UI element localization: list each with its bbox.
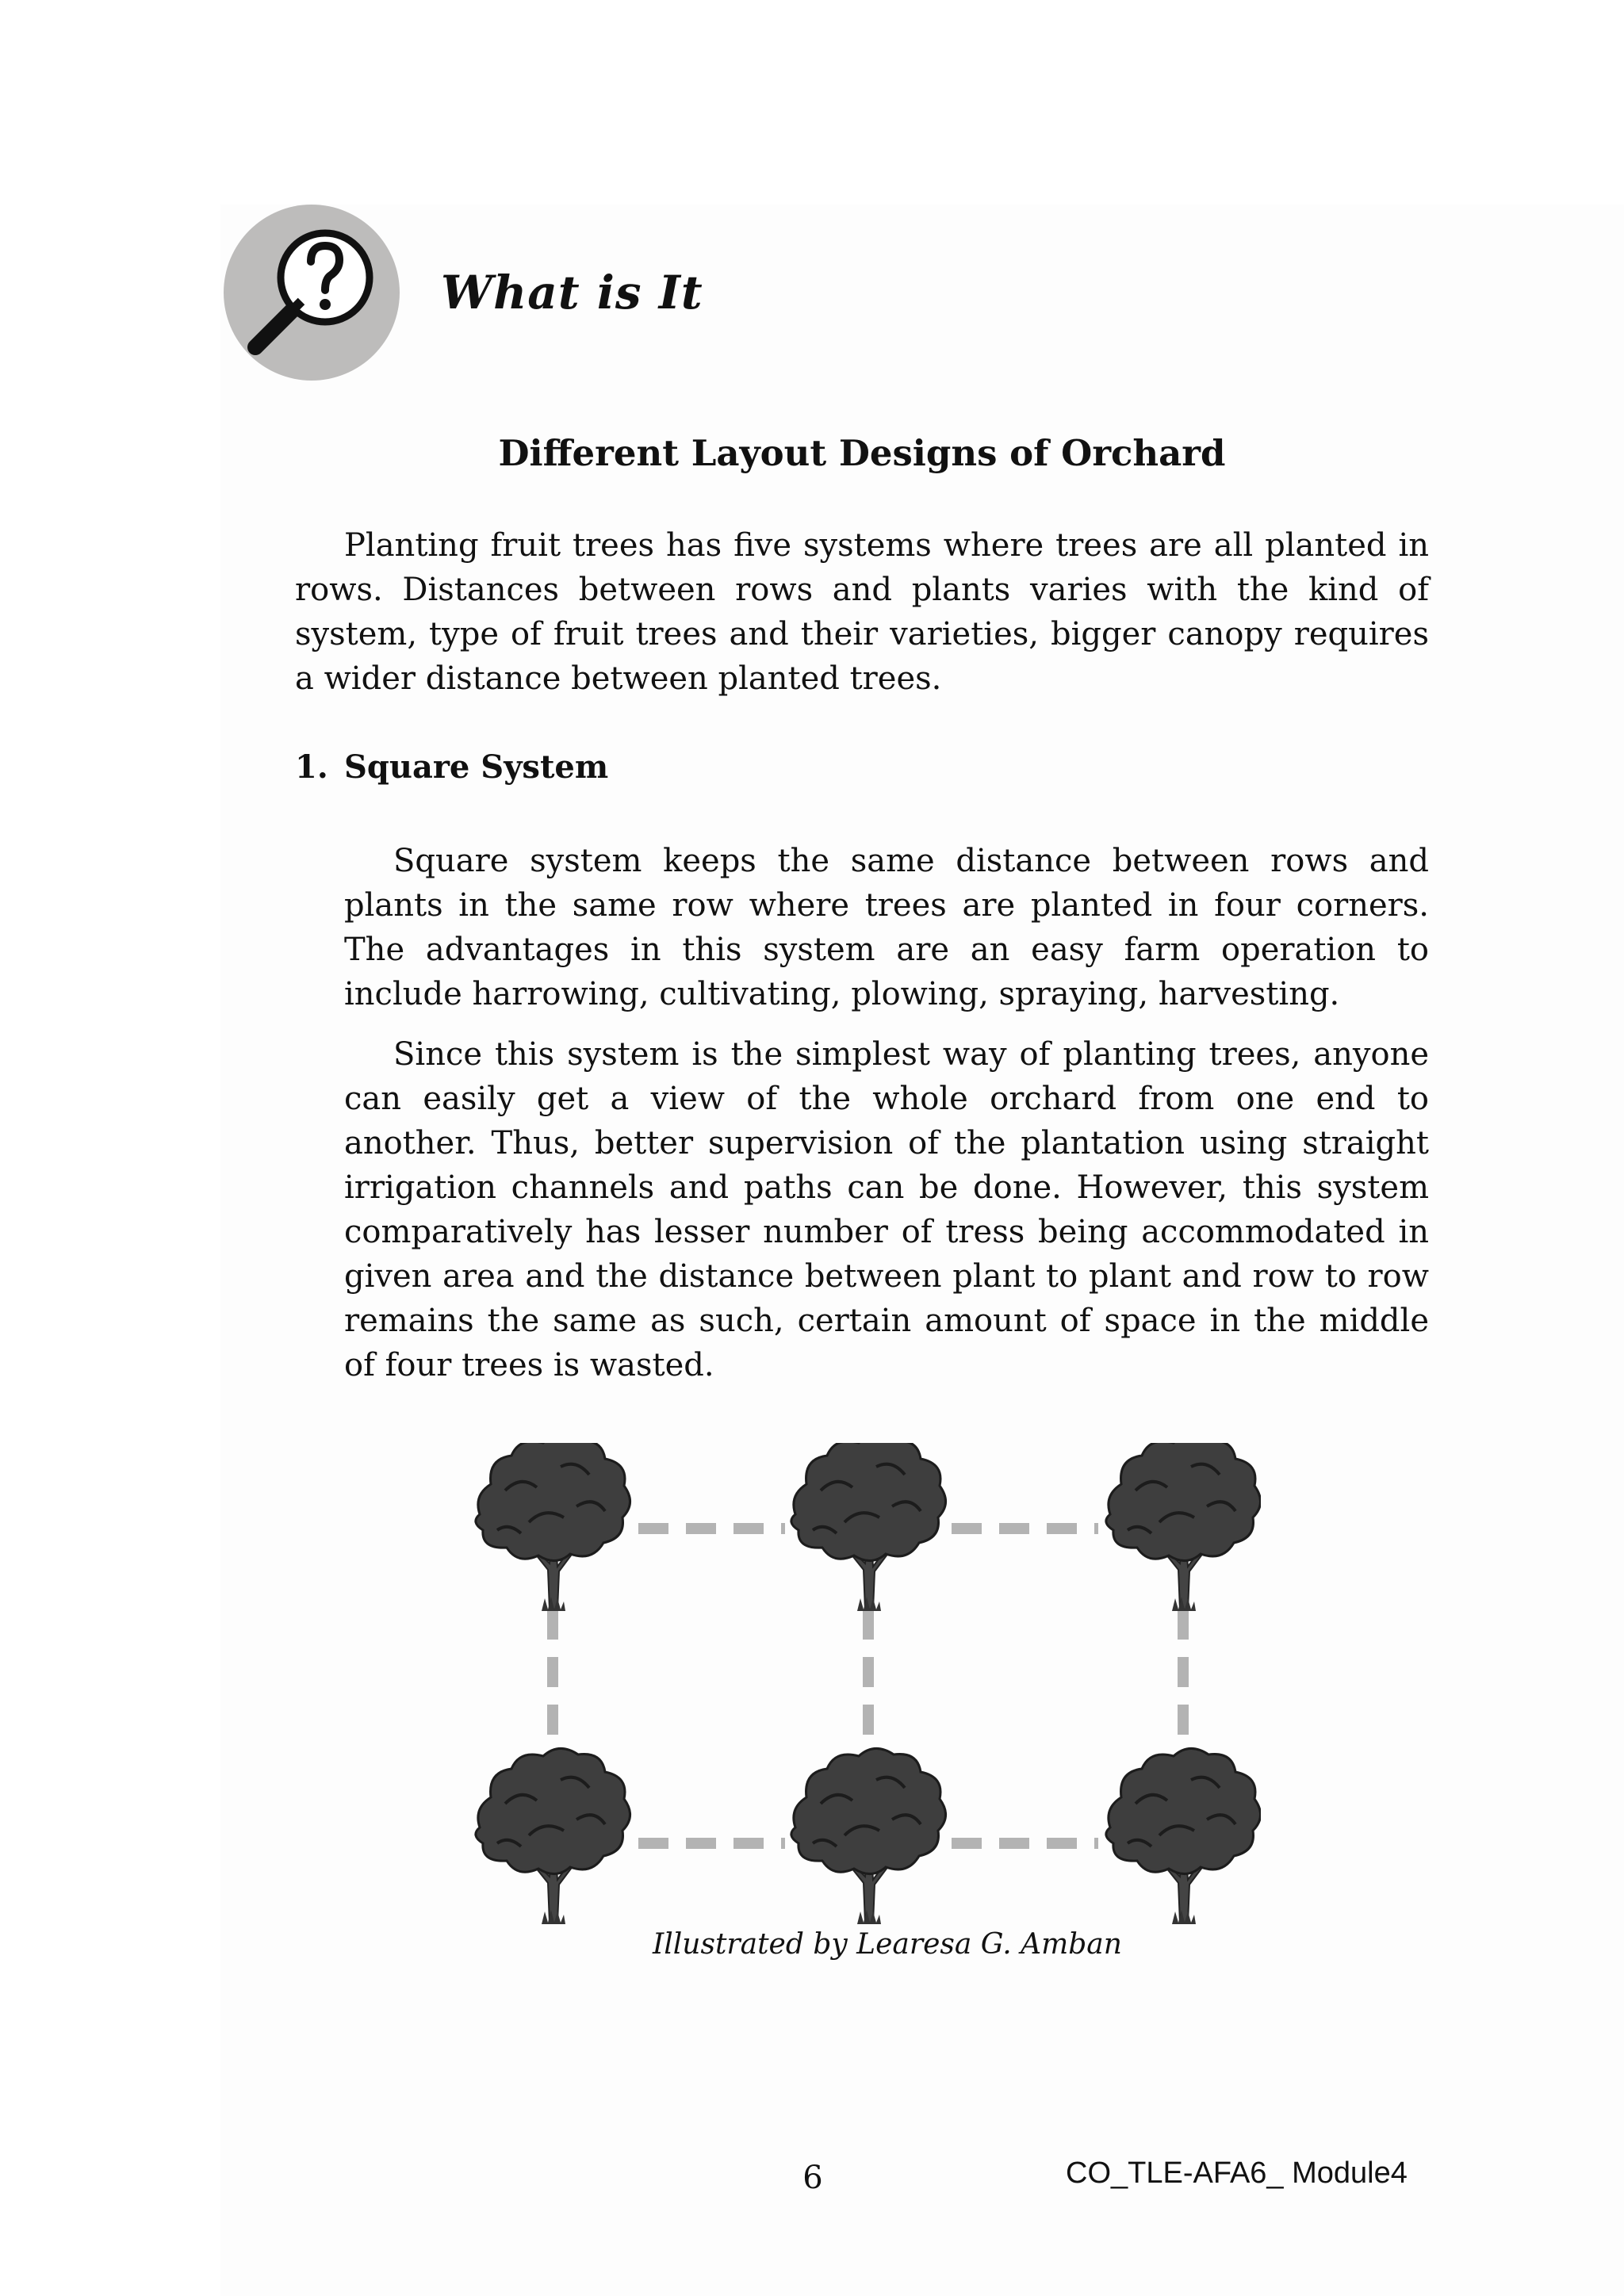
list-item-number: 1. bbox=[295, 748, 328, 786]
tree-icon bbox=[476, 1443, 630, 1611]
tree-icon bbox=[1106, 1443, 1261, 1611]
list-item-title: Square System bbox=[344, 748, 609, 786]
intro-paragraph: Planting fruit trees has five systems where trees are all planted in rows. Distances between rows and plants varies with the kind of system, type of fruit trees and their varieties, bigger canopy requires a wider distance between planted trees. bbox=[295, 527, 1429, 697]
tree-icon bbox=[791, 1748, 946, 1924]
square-layout-illustration bbox=[468, 1443, 1261, 1930]
magnifier-question-icon bbox=[224, 205, 400, 381]
tree-icon bbox=[1106, 1748, 1261, 1924]
list-item-heading bbox=[295, 745, 608, 790]
tree-icon bbox=[476, 1748, 630, 1924]
illustration-caption: Illustrated by Learesa G. Amban bbox=[653, 1928, 1122, 1961]
square-system-paragraph: Square system keeps the same distance between rows and plants in the same row where trees are planted in four corners. The advantages in this system are an easy farm operation to include harrowing, cultivating, plowing, spraying, harvesting. bbox=[344, 843, 1429, 1012]
document-heading: Different Layout Designs of Orchard bbox=[498, 432, 1226, 474]
section-title: What is It bbox=[441, 266, 703, 320]
square-system-paragraph: Since this system is the simplest way of planting trees, anyone can easily get a view of the whole orchard from one end to another. Thus, better supervision of the plantation using straight irrigation channels and paths can be done. However, this system comparatively has lesser number of tress being accommodated in given area and the distance between plant to plant and row to row remains the same as such, certain amount of space in the middle of four trees is wasted. bbox=[344, 1036, 1429, 1383]
page-number: 6 bbox=[802, 2160, 823, 2196]
tree-icon bbox=[791, 1443, 946, 1611]
module-code: CO_TLE-AFA6_ Module4 bbox=[1066, 2156, 1408, 2190]
